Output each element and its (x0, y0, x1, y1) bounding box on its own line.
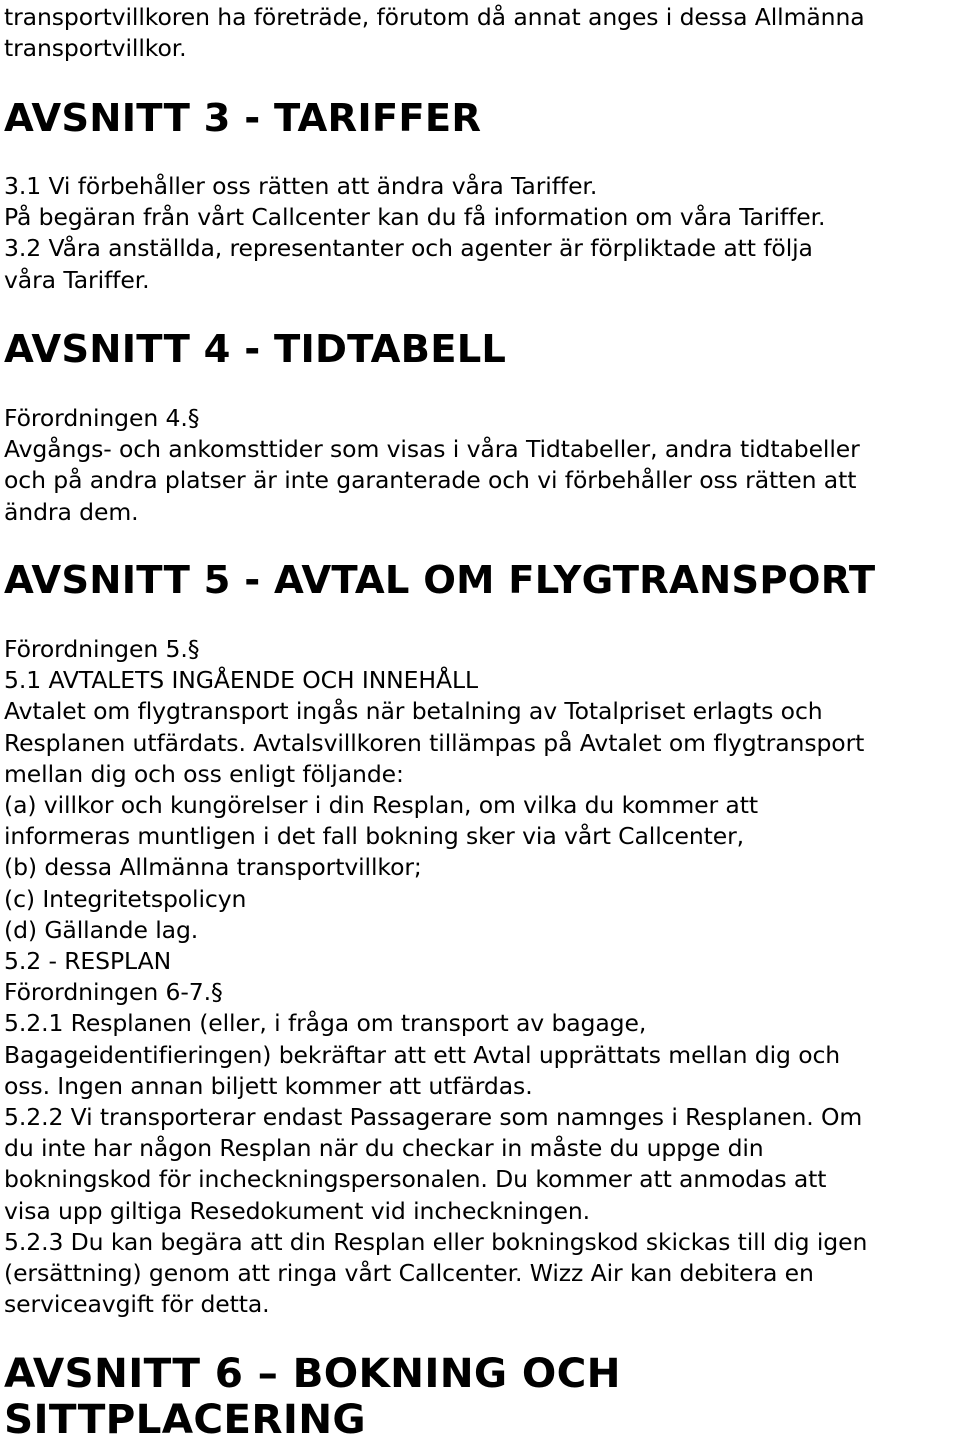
text-line: Förordningen 6-7.§ (4, 978, 223, 1007)
text-line: 5.2.2 Vi transporterar endast Passagerare som namnges i Resplanen. Om (4, 1103, 863, 1132)
text-line: På begäran från vårt Callcenter kan du få information om våra Tariffer. (4, 203, 826, 232)
text-line: 5.1 AVTALETS INGÅENDE OCH INNEHÅLL (4, 666, 478, 695)
text-line: 3.2 Våra anställda, representanter och agenter är förpliktade att följa (4, 234, 813, 263)
section-heading-3: AVSNITT 3 - TARIFFER (4, 96, 482, 141)
text-line: visa upp giltiga Resedokument vid incheckningen. (4, 1196, 590, 1225)
section-5-body (4, 634, 867, 1320)
section-heading-6-line: SITTPLACERING (4, 1395, 366, 1443)
text-line: Bagageidentifieringen) bekräftar att ett Avtal upprättats mellan dig och (4, 1040, 841, 1069)
text-line: serviceavgift för detta. (4, 1290, 270, 1319)
text-line: transportvillkoren ha företräde, förutom då annat anges i dessa Allmänna (4, 3, 865, 31)
text-line: (b) dessa Allmänna transportvillkor; (4, 853, 422, 882)
section-3-body (4, 171, 825, 296)
text-line: (ersättning) genom att ringa vårt Callcenter. Wizz Air kan debitera en (4, 1259, 814, 1288)
section-heading-5: AVSNITT 5 - AVTAL OM FLYGTRANSPORT (4, 558, 876, 603)
text-line: Avtalet om flygtransport ingås när betalning av Totalpriset erlagts och (4, 697, 823, 726)
text-line: ändra dem. (4, 497, 139, 526)
text-line: Förordningen 5.§ (4, 635, 200, 663)
section-heading-6-line: AVSNITT 6 – BOKNING OCH (4, 1349, 621, 1397)
text-line: (d) Gällande lag. (4, 915, 199, 944)
text-line: Förordningen 4.§ (4, 404, 200, 432)
text-line: bokningskod för incheckningspersonalen. Du kommer att anmodas att (4, 1165, 827, 1194)
text-line: (a) villkor och kungörelser i din Resplan, om vilka du kommer att (4, 791, 758, 820)
text-line: 5.2 - RESPLAN (4, 947, 172, 976)
text-line: mellan dig och oss enligt följande: (4, 759, 404, 788)
text-line: våra Tariffer. (4, 265, 150, 294)
intro-paragraph (4, 2, 865, 64)
section-4-body (4, 403, 860, 528)
text-line: oss. Ingen annan biljett kommer att utfärdas. (4, 1071, 533, 1100)
text-line: 3.1 Vi förbehåller oss rätten att ändra våra Tariffer. (4, 172, 598, 200)
section-heading-4: AVSNITT 4 - TIDTABELL (4, 327, 507, 372)
text-line: och på andra platser är inte garanterade och vi förbehåller oss rätten att (4, 466, 857, 495)
text-line: Avgångs- och ankomsttider som visas i våra Tidtabeller, andra tidtabeller (4, 435, 860, 464)
text-line: du inte har någon Resplan när du checkar in måste du uppge din (4, 1134, 764, 1163)
text-line: Resplanen utfärdats. Avtalsvillkoren tillämpas på Avtalet om flygtransport (4, 728, 865, 757)
text-line: 5.2.3 Du kan begära att din Resplan eller bokningskod skickas till dig igen (4, 1227, 868, 1256)
section-heading-6 (4, 1350, 621, 1442)
text-line: informeras muntligen i det fall bokning sker via vårt Callcenter, (4, 822, 745, 851)
text-line: (c) Integritetspolicyn (4, 884, 247, 913)
text-line: 5.2.1 Resplanen (eller, i fråga om transport av bagage, (4, 1009, 647, 1038)
text-line: transportvillkor. (4, 34, 187, 63)
